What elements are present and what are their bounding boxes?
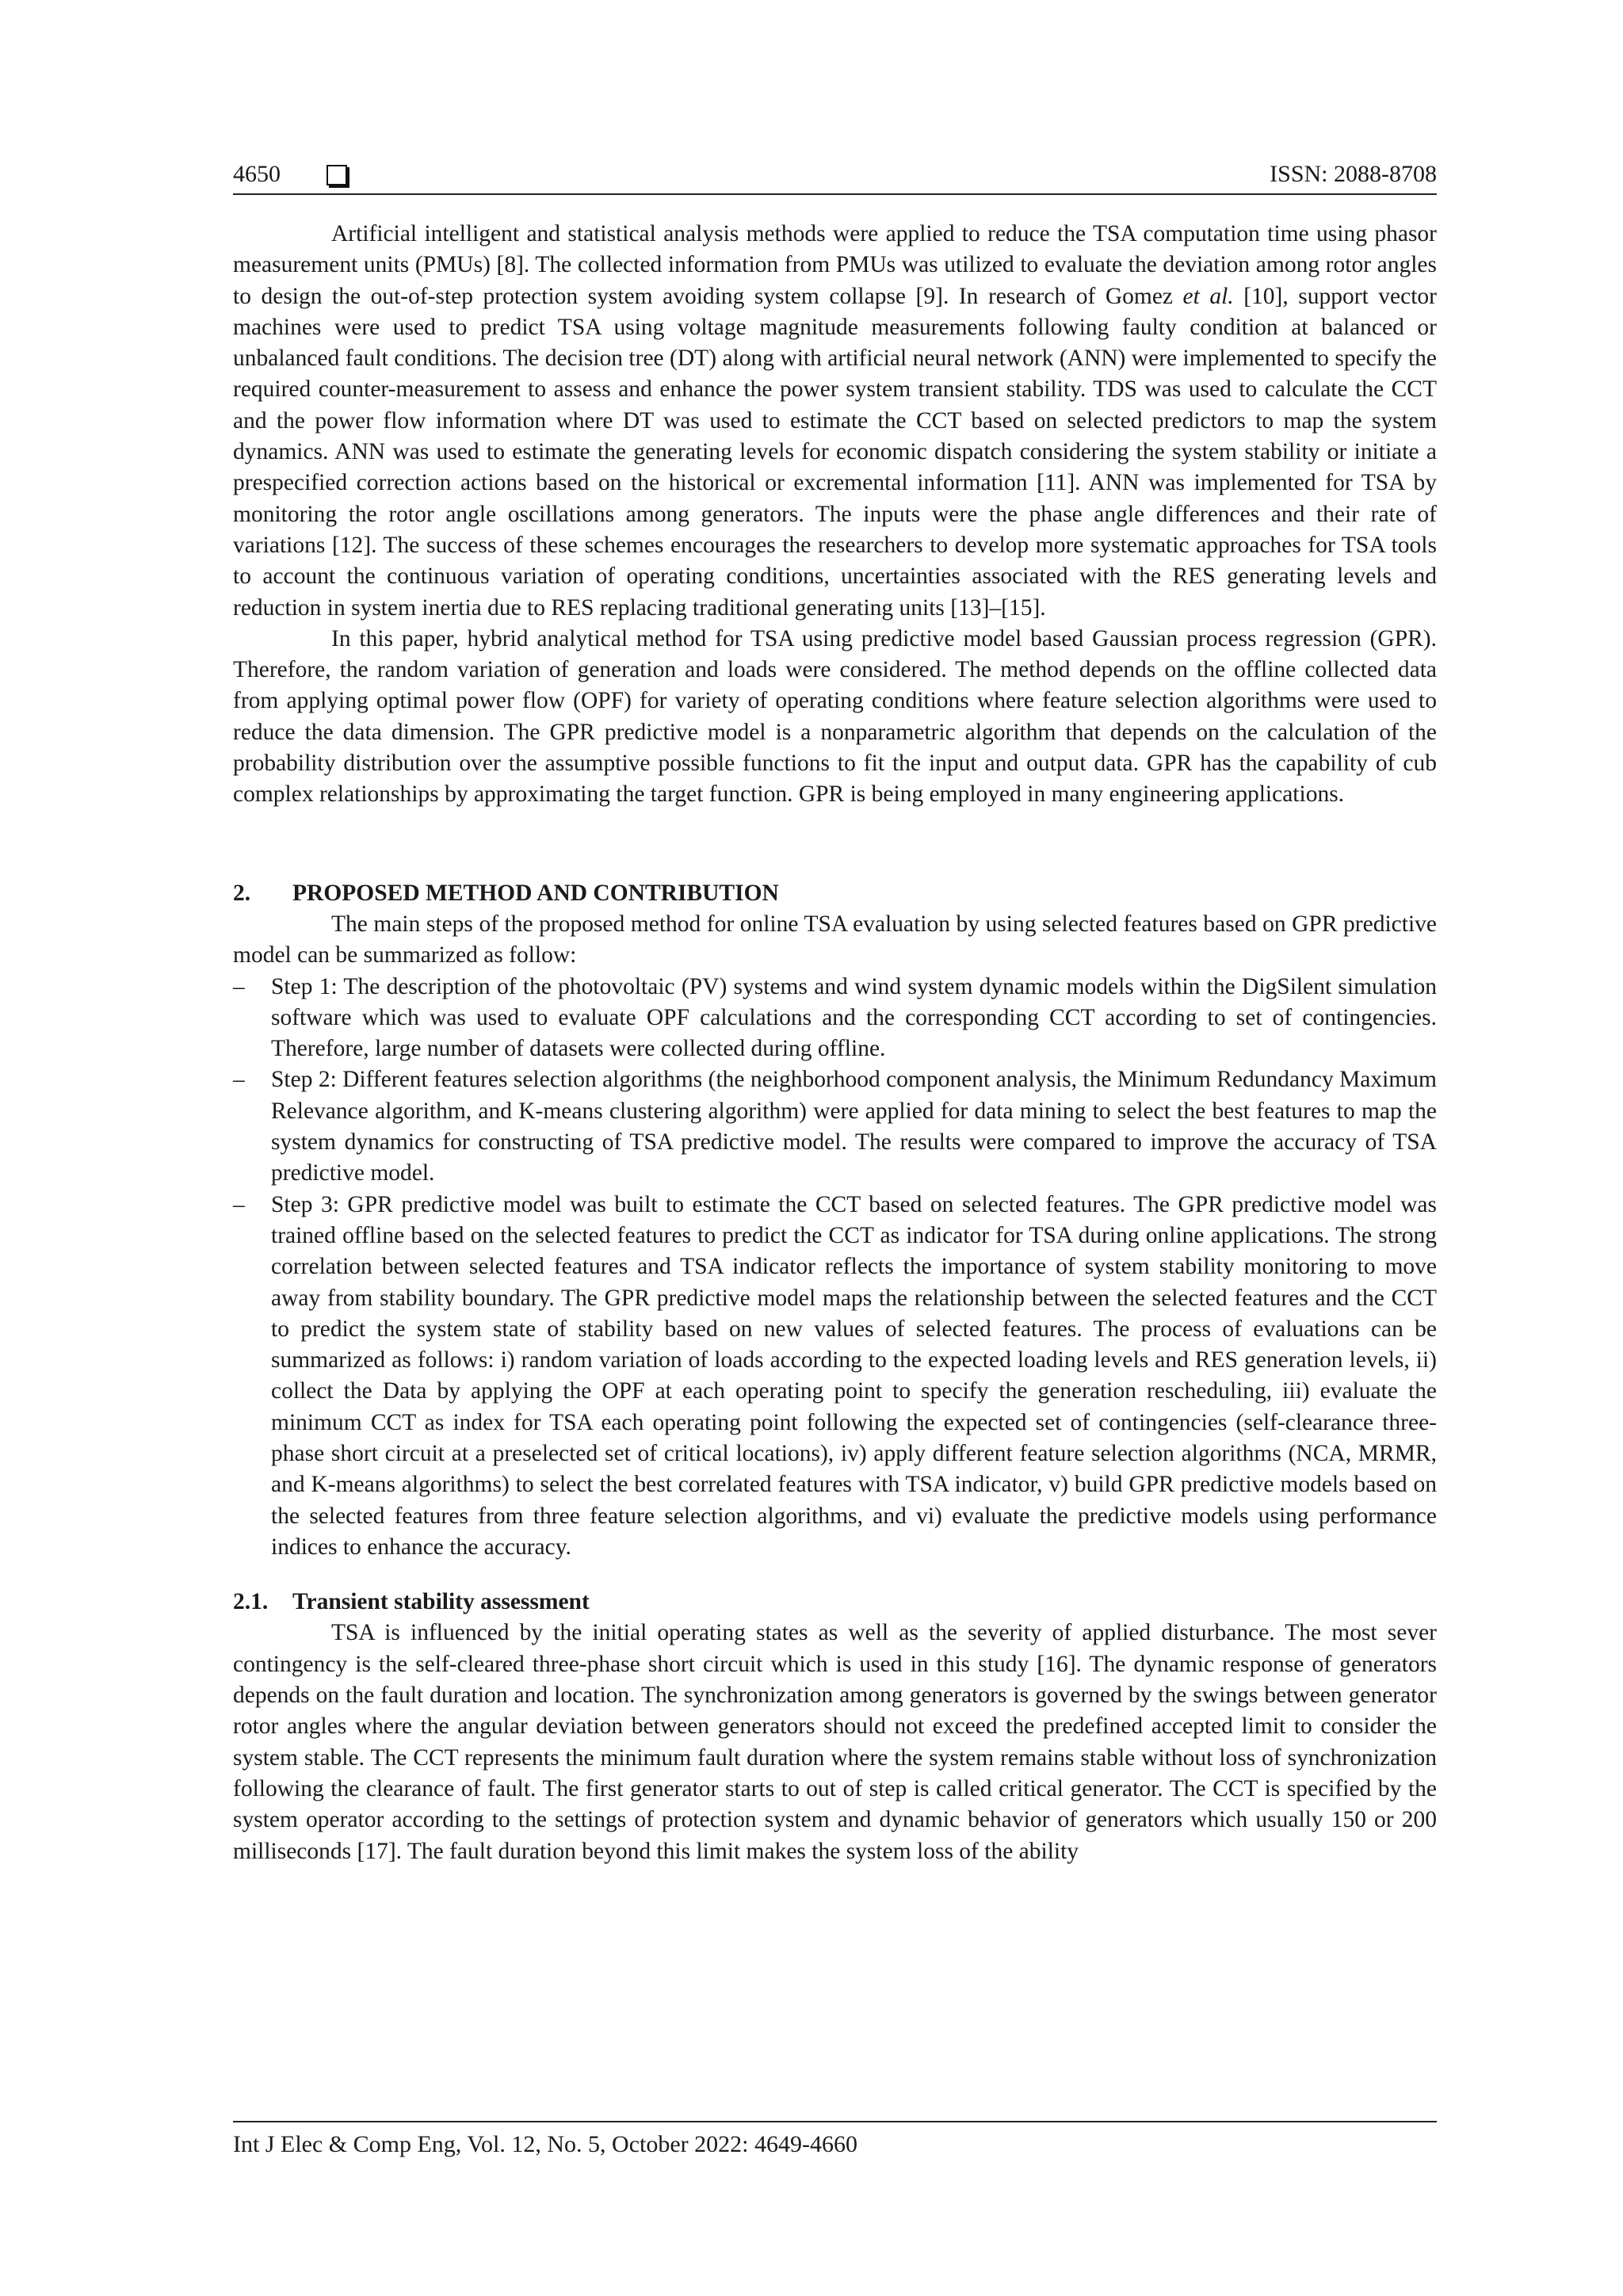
list-item: [233, 972, 1437, 1065]
intro-paragraph-2: In this paper, hybrid analytical method for TSA using predictive model based Gaussian process regression (GPR). Therefore, the random variation of generation and loads were considered. The method depends on the offline collected data from applying optimal power flow (OPF) for variety of operating conditions where feature selection algorithms were used to reduce the data dimension. The GPR predictive model is a nonparametric algorithm that depends on the calculation of the probability distribution over the assumptive possible functions to fit the input and output data. GPR has the capability of cub complex relationships by approximating the target function. GPR is being employed in many engineering applications.: [233, 625, 1437, 808]
section-2-heading: [233, 878, 1437, 909]
dash-bullet: –: [233, 973, 245, 999]
box-bullet-icon: [327, 165, 347, 185]
section-2-1-paragraph: TSA is influenced by the initial operating states as well as the severity of applied disturbance. The most sever contingency is the self-cleared three-phase short circuit which is used in this study [16]. The dynamic response of generators depends on the fault duration and location. The synchronization among generators is governed by the swings between generator rotor angles where the angular deviation between generators should not exceed the predefined accepted limit to consider the system stable. The CCT represents the minimum fault duration where the system remains stable without loss of synchronization following the clearance of fault. The first generator starts to out of step is called critical generator. The CCT is specified by the system operator according to the settings of protection system and dynamic behavior of generators which usually 150 or 200 milliseconds [17]. The fault duration beyond this limit makes the system loss of the ability: [233, 1620, 1437, 1864]
dash-bullet: –: [233, 1067, 245, 1093]
section-2-title: PROPOSED METHOD AND CONTRIBUTION: [292, 880, 779, 906]
running-footer: [233, 2121, 1437, 2160]
section-2-intro: The main steps of the proposed method for online TSA evaluation by using selected features based on GPR predictive model can be summarized as follow:: [233, 911, 1437, 968]
dash-bullet: –: [233, 1191, 245, 1217]
section-2-1-heading: [233, 1587, 1437, 1618]
step-2-text: Step 2: Different features selection algorithms (the neighborhood component analysis, the Minimum Redundancy Maximum Relevance algorithm, and K-means clustering algorithm) were applied for data mining to select the best features to map the system dynamics for constructing of TSA predictive model. The results were compared to improve the accuracy of TSA predictive model.: [271, 1067, 1437, 1186]
list-item: [233, 1190, 1437, 1564]
step-1-text: Step 1: The description of the photovoltaic (PV) systems and wind system dynamic models within the DigSilent simulation software which was used to evaluate OPF calculations and the corresponding CCT according to set of contingencies. Therefore, large number of datasets were collected during offline.: [271, 973, 1437, 1062]
list-item: [233, 1064, 1437, 1189]
section-2-number: 2.: [233, 880, 251, 906]
page-number: 4650: [233, 161, 281, 187]
body-text: [233, 219, 1437, 1867]
et-al-italic: et al.: [1182, 283, 1234, 309]
journal-citation: Int J Elec & Comp Eng, Vol. 12, No. 5, October 2022: 4649-4660: [233, 2131, 857, 2157]
running-header: [233, 159, 1437, 195]
issn-label: ISSN: 2088-8708: [1270, 161, 1437, 187]
section-2-1-number: 2.1.: [233, 1589, 269, 1615]
section-2-1-title: Transient stability assessment: [292, 1589, 590, 1615]
step-3-text: Step 3: GPR predictive model was built to estimate the CCT based on selected features. The GPR predictive model was trained offline based on the selected features to predict the CCT as indicator for TSA during online applications. The strong correlation between selected features and TSA indicator reflects the importance of system stability monitoring to move away from stability boundary. The GPR predictive model maps the relationship between the selected features and the CCT to predict the system state of stability based on new values of selected features. The process of evaluations can be summarized as follows: i) random variation of loads according to the expected loading levels and RES generation levels, ii) collect the Data by applying the OPF at each operating point to specify the generation rescheduling, iii) evaluate the minimum CCT as index for TSA each operating point following the expected set of contingencies (self-clearance three-phase short circuit at a preselected set of critical locations), iv) apply different feature selection algorithms (NCA, MRMR, and K-means algorithms) to select the best correlated features with TSA indicator, v) build GPR predictive models based on the selected features from three feature selection algorithms, and vi) evaluate the predictive models using performance indices to enhance the accuracy.: [271, 1191, 1437, 1560]
steps-list: [233, 972, 1437, 1564]
intro-paragraph-1: Artificial intelligent and statistical analysis methods were applied to reduce the TSA computation time using phasor measurement units (PMUs) [8]. The collected information from PMUs was utilized to evaluate the deviation among rotor angles to design the out-of-step protection system avoiding system collapse [9]. In research of Gomez et al. [10], support vector machines were used to predict TSA using voltage magnitude measurements following faulty condition at balanced or unbalanced fault conditions. The decision tree (DT) along with artificial neural network (ANN) were implemented to specify the required counter-measurement to assess and enhance the power system transient stability. TDS was used to calculate the CCT and the power flow information where DT was used to estimate the CCT based on selected predictors to map the system dynamics. ANN was used to estimate the generating levels for economic dispatch considering the system stability or initiate a prespecified correction actions based on the historical or excremental information [11]. ANN was implemented for TSA by monitoring the rotor angle oscillations among generators. The inputs were the phase angle differences and their rate of variations [12]. The success of these schemes encourages the researchers to develop more systematic approaches for TSA tools to account the continuous variation of operating conditions, uncertainties associated with the RES generating levels and reduction in system inertia due to RES replacing traditional generating units [13]–[15].: [233, 221, 1437, 621]
